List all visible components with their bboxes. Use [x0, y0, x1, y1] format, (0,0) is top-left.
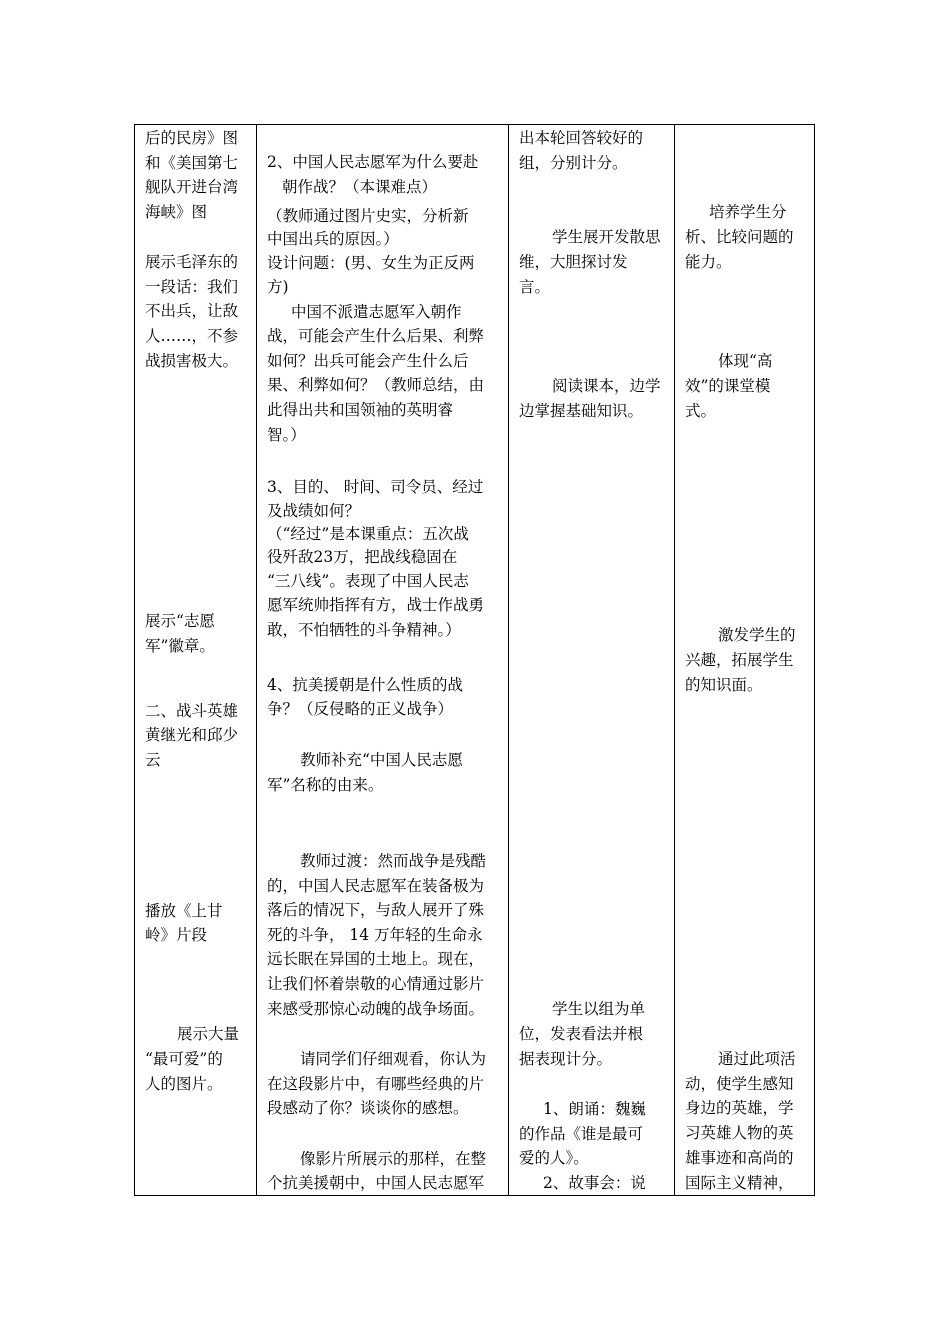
- text-line: 段感动了你？谈谈你的感想。: [267, 1099, 469, 1117]
- text-line: 中国出兵的原因。）: [267, 230, 399, 248]
- text-line: 人……，不参: [145, 327, 239, 345]
- text-line: 激发学生的: [718, 626, 796, 644]
- lesson-plan-table: [134, 124, 815, 1196]
- text-line: 智。）: [267, 426, 306, 444]
- text-line: 役歼敌23万，把战线稳固在: [267, 548, 458, 566]
- text-line: 的，中国人民志愿军在装备极为: [267, 877, 485, 895]
- text-line: 言。: [519, 278, 551, 296]
- text-line: 军”名称的由来。: [267, 776, 384, 794]
- text-line: 展示大量: [177, 1025, 240, 1043]
- text-line: 远长眠在异国的土地上。现在，: [267, 950, 485, 968]
- text-line: 培养学生分: [709, 203, 787, 221]
- text-line: 能力。: [685, 253, 732, 271]
- text-line: 和《美国第七: [145, 154, 239, 172]
- column-teaching-content: [135, 125, 256, 1195]
- text-line: 舰队开进台湾: [145, 178, 239, 196]
- text-line: 个抗美援朝中，中国人民志愿军: [267, 1174, 485, 1192]
- text-line: 动，使学生感知: [685, 1075, 794, 1093]
- text-line: （教师通过图片史实，分析新: [267, 207, 469, 225]
- text-line: 爱的人》。: [519, 1149, 589, 1167]
- text-line: 阅读课本，边学: [552, 377, 661, 395]
- text-line: 身边的英雄，学: [685, 1099, 794, 1117]
- text-line: 岭》片段: [145, 926, 208, 944]
- column-teacher-activity: [257, 125, 508, 1195]
- text-line: 军”徽章。: [145, 637, 215, 655]
- text-line: 教师补充“中国人民志愿: [300, 751, 463, 769]
- text-line: 位，发表看法并根: [519, 1025, 644, 1043]
- text-line: 出本轮回答较好的: [519, 129, 644, 147]
- text-line: 争？（反侵略的正义战争）: [267, 700, 454, 718]
- text-line: 习英雄人物的英: [685, 1124, 794, 1142]
- text-line: 战，可能会产生什么后果、利弊: [267, 327, 485, 345]
- text-line: 3、目的、 时间、司令员、经过: [267, 478, 484, 496]
- text-line: 的作品《谁是最可: [519, 1125, 644, 1143]
- text-line: （“经过”是本课重点：五次战: [267, 525, 469, 543]
- text-line: 兴趣，拓展学生: [685, 651, 794, 669]
- text-line: 中国不派遣志愿军入朝作: [291, 303, 462, 321]
- text-line: 雄事迹和高尚的: [685, 1149, 794, 1167]
- text-line: 维，大胆探讨发: [519, 253, 628, 271]
- text-line: 的知识面。: [685, 676, 763, 694]
- text-line: 及战绩如何？: [267, 502, 361, 520]
- text-line: 据表现计分。: [519, 1050, 613, 1068]
- text-line: 在这段影片中，有哪些经典的片: [267, 1075, 485, 1093]
- text-line: 二、战斗英雄: [145, 702, 239, 720]
- text-line: 析、比较问题的: [685, 228, 794, 246]
- text-line: 方): [267, 278, 289, 296]
- text-line: 后的民房》图: [145, 129, 239, 147]
- text-line: 式。: [685, 402, 717, 420]
- text-line: 云: [145, 751, 161, 769]
- text-line: 学生展开发散思: [552, 228, 661, 246]
- text-line: 4、抗美援朝是什么性质的战: [267, 676, 463, 694]
- text-line: 展示“志愿: [145, 612, 215, 630]
- text-line: 落后的情况下，与敌人展开了殊: [267, 901, 485, 919]
- text-line: 死的斗争， 14 万年轻的生命永: [267, 926, 483, 944]
- text-line: 人的图片。: [145, 1075, 223, 1093]
- text-line: 一段话：我们: [145, 278, 239, 296]
- text-line: 通过此项活: [718, 1050, 796, 1068]
- text-line: 边掌握基础知识。: [519, 402, 644, 420]
- column-student-activity: [509, 125, 674, 1195]
- text-line: 不出兵，让敌: [145, 302, 239, 320]
- text-line: 展示毛泽东的: [145, 253, 239, 271]
- text-line: “最可爱”的: [145, 1050, 223, 1068]
- text-line: 朝作战？（本课难点）: [282, 178, 438, 196]
- text-line: 像影片所展示的那样，在整: [300, 1150, 487, 1168]
- text-line: 2、中国人民志愿军为什么要赴: [267, 153, 479, 171]
- text-line: 敢，不怕牺牲的斗争精神。）: [267, 621, 461, 639]
- text-line: 海峡》图: [145, 203, 208, 221]
- text-line: 让我们怀着崇敬的心情通过影片: [267, 975, 485, 993]
- text-line: 黄继光和邱少: [145, 726, 239, 744]
- text-line: 请同学们仔细观看，你认为: [300, 1050, 487, 1068]
- text-line: 2、故事会：说: [543, 1174, 646, 1192]
- text-line: 此得出共和国领袖的英明睿: [267, 401, 454, 419]
- text-line: 设计问题：(男、女生为正反两: [267, 254, 475, 272]
- text-line: 战损害极大。: [145, 352, 239, 370]
- text-line: 学生以组为单: [552, 1000, 646, 1018]
- text-line: 国际主义精神，: [685, 1174, 794, 1192]
- text-line: 愿军统帅指挥有方，战士作战勇: [267, 596, 485, 614]
- text-line: 播放《上甘: [145, 902, 223, 920]
- text-line: 如何？出兵可能会产生什么后: [267, 352, 469, 370]
- text-line: 效”的课堂模: [685, 377, 771, 395]
- text-line: 体现“高: [718, 352, 773, 370]
- text-line: 1、朗诵：魏巍: [543, 1100, 646, 1118]
- column-design-intent: [675, 125, 816, 1195]
- text-line: “三八线”。表现了中国人民志: [267, 572, 469, 590]
- text-line: 来感受那惊心动魄的战争场面。: [267, 1000, 485, 1018]
- text-line: 果、利弊如何？（教师总结，由: [267, 376, 485, 394]
- text-line: 组，分别计分。: [519, 154, 628, 172]
- text-line: 教师过渡：然而战争是残酷: [300, 852, 487, 870]
